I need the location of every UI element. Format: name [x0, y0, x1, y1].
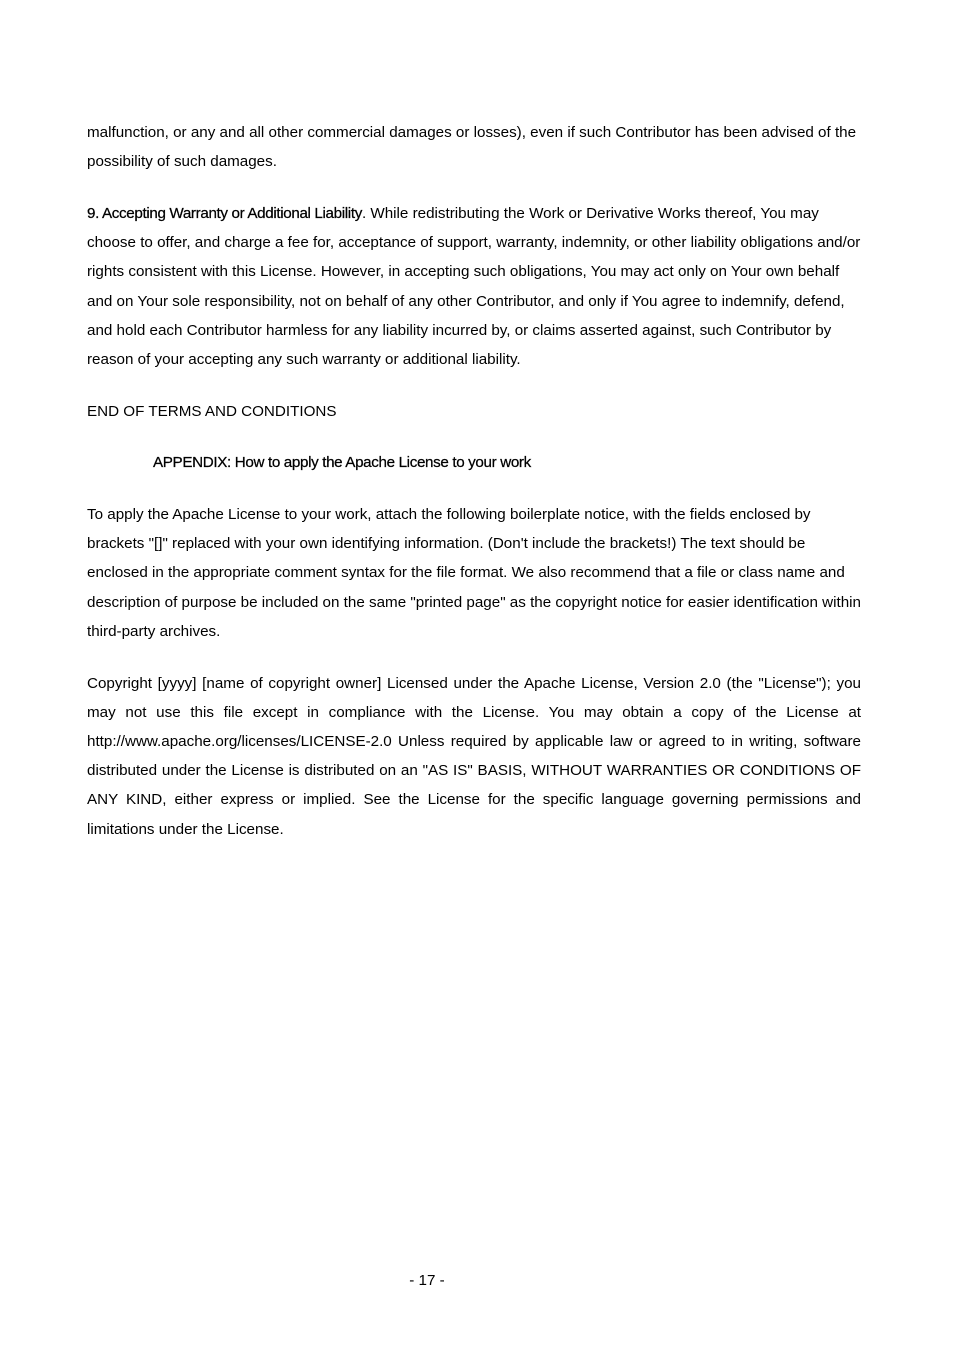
appendix-heading: APPENDIX: How to apply the Apache License to your work: [153, 454, 531, 472]
page-number: - 17 -: [409, 1272, 445, 1289]
section-9-body: . While redistributing the Work or Derivative Works thereof, You may choose to offer, and charge a fee for, acceptance of support, warranty, indemnity, or other liability obligations and/or rights consistent with this License. However, in accepting such obligations, You may act only on Your own behalf and on Your sole responsibility, not on behalf of any other Contributor, and only if You agree to indemnify, defend, and hold each Contributor harmless for any liability incurred by, or claims asserted against, such Contributor by reason of your accepting any such warranty or additional liability.: [87, 204, 861, 368]
end-of-terms: END OF TERMS AND CONDITIONS: [87, 402, 337, 420]
document-page: [87, 118, 861, 866]
copyright-notice: Copyright [yyyy] [name of copyright owner] Licensed under the Apache License, Version 2.0 (the "License"); you may not use this file except in compliance with the License. You may obtain a copy of the License at http://www.apache.org/licenses/LICENSE-2.0 Unless required by applicable law or agreed to in writing, software distributed under the License is distributed on an "AS IS" BASIS, WITHOUT WARRANTIES OR CONDITIONS OF ANY KIND, either express or implied. See the License for the specific language governing permissions and limitations under the License.: [87, 674, 861, 838]
appendix-instructions: To apply the Apache License to your work, attach the following boilerplate notice, with the fields enclosed by brackets "[]" replaced with your own identifying information. (Don't include the brackets!) The text should be enclosed in the appropriate comment syntax for the file format. We also recommend that a file or class name and description of purpose be included on the same "printed page" as the copyright notice for easier identification within third-party archives.: [87, 506, 861, 640]
paragraph-damages-continuation: malfunction, or any and all other commercial damages or losses), even if such Contributor has been advised of the possibility of such damages.: [87, 124, 857, 171]
section-9-heading: 9. Accepting Warranty or Additional Liability: [87, 204, 362, 222]
section-9-paragraph: [87, 199, 861, 374]
